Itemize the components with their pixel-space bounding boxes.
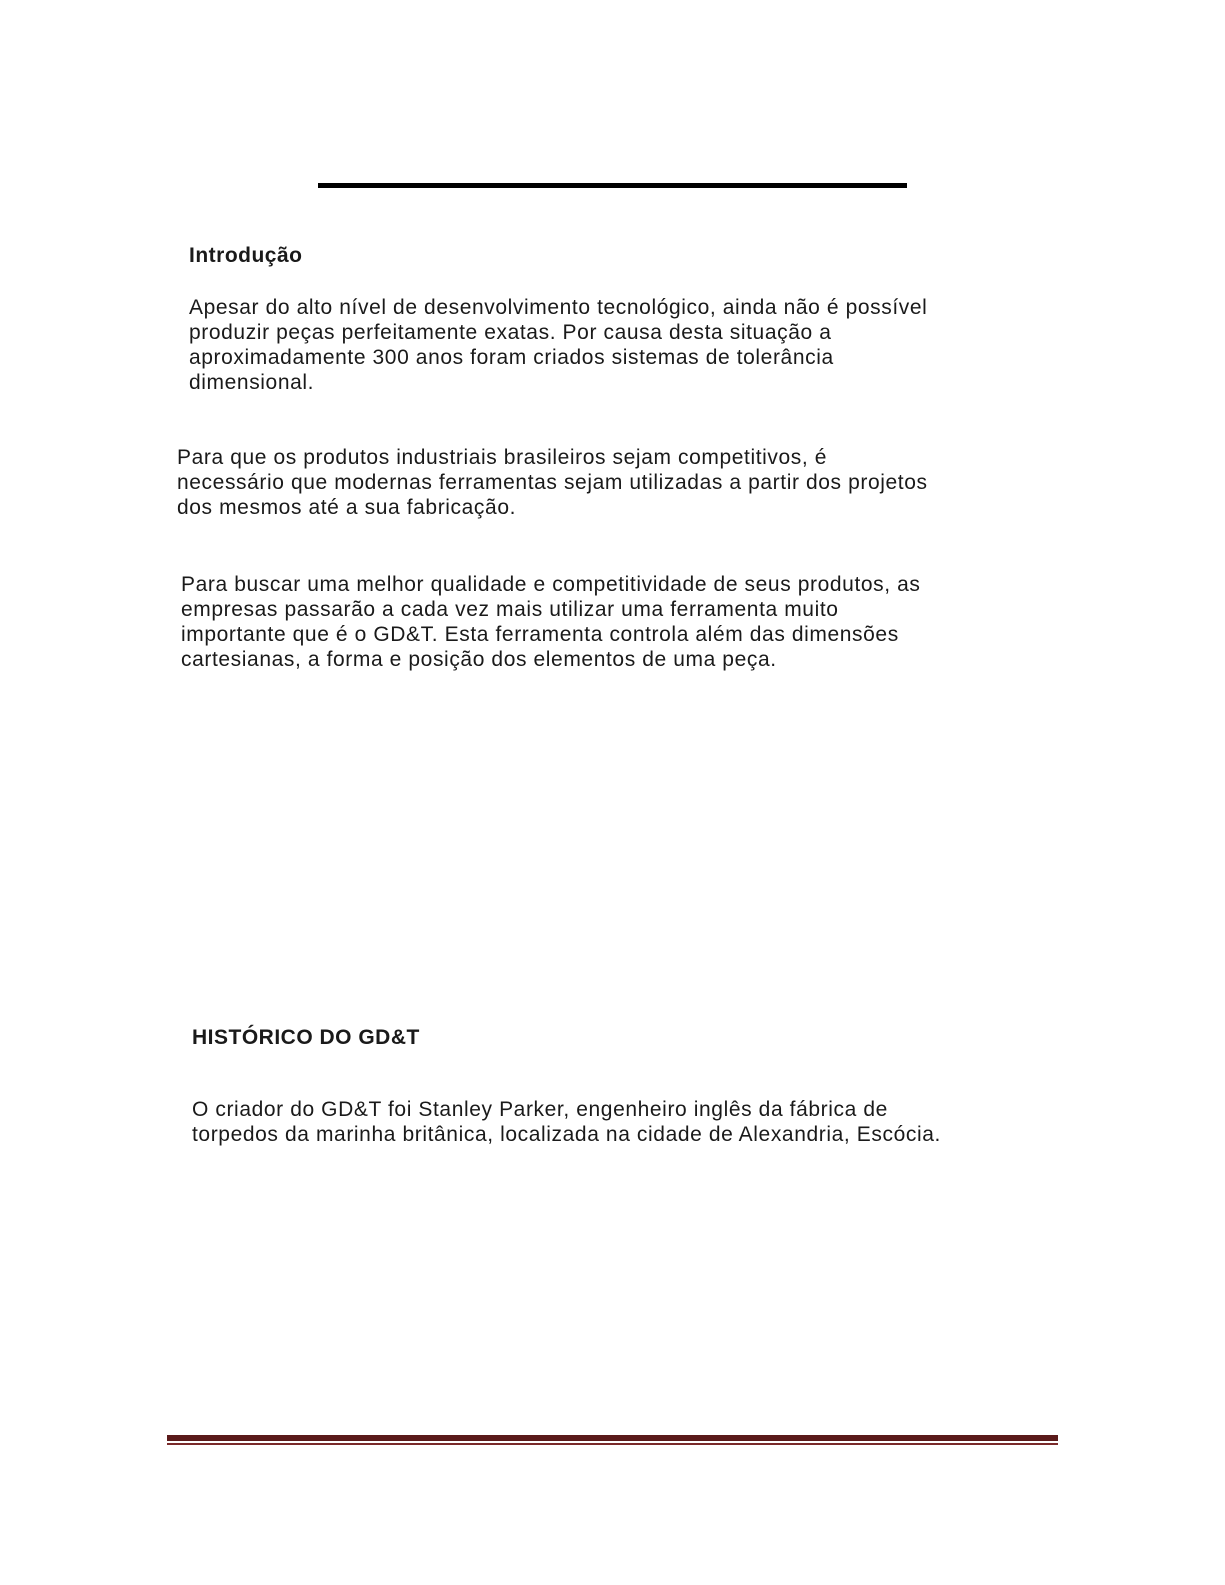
paragraph-line: dos mesmos até a sua fabricação. [177,496,517,519]
paragraph-produtos-industriais [177,445,1029,520]
footer-rule-thin [167,1443,1058,1445]
paragraph-line: dimensional. [189,371,315,394]
paragraph-line: Para que os produtos industriais brasileiros sejam competitivos, é [177,446,828,469]
paragraph-historico [192,1097,1042,1147]
paragraph-line: Apesar do alto nível de desenvolvimento tecnológico, ainda não é possível [189,296,928,319]
paragraph-line: aproximadamente 300 anos foram criados sistemas de tolerância [189,346,834,369]
paragraph-line: torpedos da marinha britânica, localizada na cidade de Alexandria, Escócia. [192,1123,941,1146]
paragraph-qualidade-gdt [181,572,1036,672]
paragraph-line: Para buscar uma melhor qualidade e competitividade de seus produtos, as [181,573,921,596]
paragraph-line: produzir peças perfeitamente exatas. Por causa desta situação a [189,321,832,344]
paragraph-line: cartesianas, a forma e posição dos elementos de uma peça. [181,648,777,671]
paragraph-introducao [189,295,1072,395]
paragraph-line: necessário que modernas ferramentas sejam utilizadas a partir dos projetos [177,471,928,494]
section-heading-introducao: Introdução [189,244,303,267]
footer-rule [167,1435,1058,1441]
section-heading-historico: HISTÓRICO DO GD&T [192,1026,420,1049]
paragraph-line: O criador do GD&T foi Stanley Parker, engenheiro inglês da fábrica de [192,1098,888,1121]
header-rule [318,183,907,188]
paragraph-line: importante que é o GD&T. Esta ferramenta controla além das dimensões [181,623,899,646]
paragraph-line: empresas passarão a cada vez mais utilizar uma ferramenta muito [181,598,839,621]
